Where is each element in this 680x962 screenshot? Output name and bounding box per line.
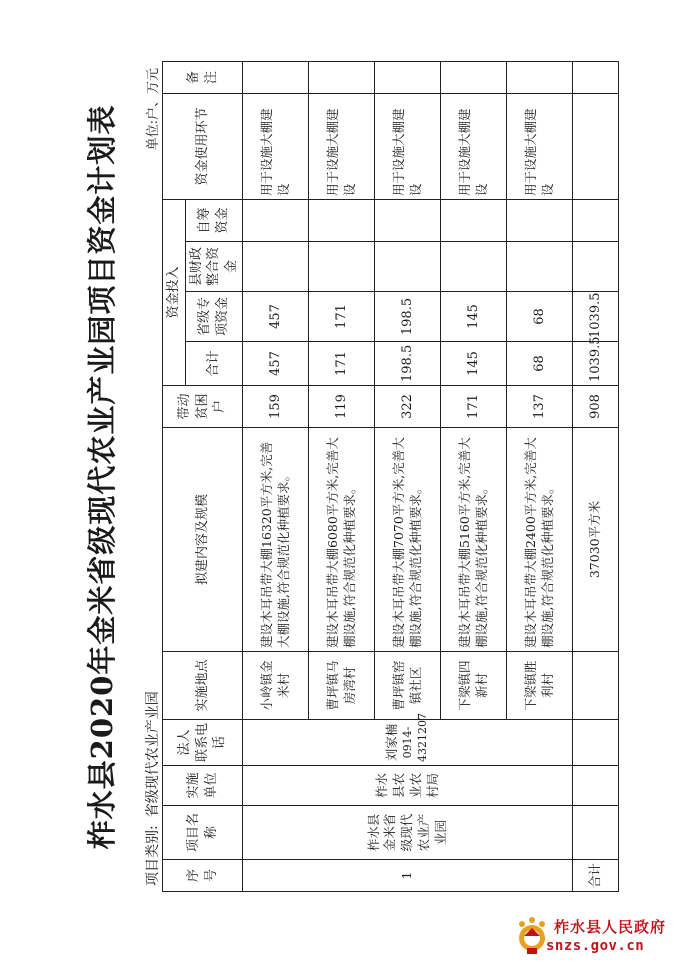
- row-self: [243, 199, 309, 241]
- row-location: 下梁镇胜利村: [507, 652, 573, 720]
- empty-cell: [573, 242, 619, 292]
- header-project-name: 项目名称: [163, 806, 243, 860]
- empty-cell: [573, 61, 619, 93]
- header-usage: 资金使用环节: [163, 93, 243, 199]
- totals-content: 37030平方米: [573, 428, 619, 652]
- header-total: 合计: [185, 342, 243, 386]
- row-county: [309, 242, 375, 292]
- project-contact: [243, 713, 573, 766]
- row-self: [441, 199, 507, 241]
- header-location: 实施地点: [163, 652, 243, 720]
- row-content: 建设木耳吊带大棚7070平方米,完善大棚设施,符合规范化种植要求。: [375, 428, 441, 652]
- row-location: 下梁镇四新村: [441, 652, 507, 720]
- totals-label: 合计: [573, 860, 619, 892]
- header-seq: 序号: [163, 860, 243, 892]
- totals-provincial: 1039.5: [573, 292, 619, 342]
- empty-cell: [573, 766, 619, 806]
- row-self: [375, 199, 441, 241]
- row-usage: 用于设施大棚建设: [243, 93, 309, 199]
- row-location: 曹坪镇窑镇社区: [375, 652, 441, 720]
- row-remark: [375, 61, 441, 93]
- empty-cell: [573, 199, 619, 241]
- header-impl-unit: 实施单位: [163, 766, 243, 806]
- gov-name: 柞水县人民政府: [554, 918, 667, 936]
- document-title: 柞水县2020年金米省级现代农业产业园项目资金计划表: [85, 104, 119, 850]
- empty-cell: [573, 720, 619, 766]
- row-total: 171: [309, 342, 375, 386]
- row-county: [375, 242, 441, 292]
- row-self: [507, 199, 573, 241]
- header-self-raised: 自筹资金: [185, 199, 243, 241]
- gov-url[interactable]: snzs.gov.cn: [546, 938, 645, 954]
- row-total: 145: [441, 342, 507, 386]
- header-contact: 法人 联系电话: [163, 720, 243, 766]
- row-poor: 159: [243, 386, 309, 428]
- header-poor-households: 带动贫困户: [163, 386, 243, 428]
- fund-plan-table: [162, 61, 619, 892]
- category-label: 项目类别:: [145, 825, 161, 886]
- unit-label: 单位:户、万元: [146, 68, 161, 151]
- gov-emblem-icon: [514, 916, 550, 956]
- table-row: [243, 61, 309, 891]
- project-seq: 1: [243, 860, 573, 892]
- row-county: [507, 242, 573, 292]
- row-content: 建设木耳吊带大棚2400平方米,完善大棚设施,符合规范化种植要求。: [507, 428, 573, 652]
- header-content: 拟建内容及规模: [163, 428, 243, 652]
- header-row-1: [163, 61, 186, 891]
- row-provincial: 171: [309, 292, 375, 342]
- row-location: 小岭镇金米村: [243, 652, 309, 720]
- row-poor: 322: [375, 386, 441, 428]
- row-poor: 171: [441, 386, 507, 428]
- row-self: [309, 199, 375, 241]
- row-remark: [507, 61, 573, 93]
- row-content: 建设木耳吊带大棚6080平方米,完善大棚设施,符合规范化种植要求。: [309, 428, 375, 652]
- gov-watermark: [510, 910, 680, 962]
- header-funds: 资金投入: [163, 199, 186, 385]
- row-usage: 用于设施大棚建设: [309, 93, 375, 199]
- totals-row: [573, 61, 619, 891]
- row-provincial: 457: [243, 292, 309, 342]
- row-county: [441, 242, 507, 292]
- project-category: [142, 683, 162, 886]
- row-county: [243, 242, 309, 292]
- rotated-page: [80, 62, 680, 892]
- row-poor: 137: [507, 386, 573, 428]
- project-impl-unit: 柞水县农业农村局: [243, 766, 573, 806]
- row-provincial: 145: [441, 292, 507, 342]
- totals-total: 1039.5: [573, 342, 619, 386]
- row-total: 68: [507, 342, 573, 386]
- contact-name: 刘家楠: [384, 723, 400, 762]
- contact-phone: 0914-4321207: [401, 713, 430, 762]
- row-remark: [309, 61, 375, 93]
- row-usage: 用于设施大棚建设: [375, 93, 441, 199]
- row-provincial: 68: [507, 292, 573, 342]
- row-provincial: 198.5: [375, 292, 441, 342]
- header-remarks: 备注: [163, 61, 243, 93]
- row-content: 建设木耳吊带大棚16320平方米,完善大棚设施,符合规范化种植要求。: [243, 428, 309, 652]
- row-remark: [441, 61, 507, 93]
- row-remark: [243, 61, 309, 93]
- row-total: 198.5: [375, 342, 441, 386]
- totals-poor: 908: [573, 386, 619, 428]
- row-total: 457: [243, 342, 309, 386]
- row-location: 曹坪镇马房湾村: [309, 652, 375, 720]
- empty-cell: [573, 652, 619, 720]
- category-value: 省级现代农业产业园: [145, 691, 161, 818]
- header-provincial: 省级专项资金: [185, 292, 243, 342]
- empty-cell: [573, 93, 619, 199]
- row-usage: 用于设施大棚建设: [507, 93, 573, 199]
- row-usage: 用于设施大棚建设: [441, 93, 507, 199]
- header-county: 县财政整合资金: [185, 242, 243, 292]
- row-content: 建设木耳吊带大棚5160平方米,完善大棚设施,符合规范化种植要求。: [441, 428, 507, 652]
- empty-cell: [573, 806, 619, 860]
- row-poor: 119: [309, 386, 375, 428]
- project-name: 柞水县金米省级现代农业产业园: [243, 806, 573, 860]
